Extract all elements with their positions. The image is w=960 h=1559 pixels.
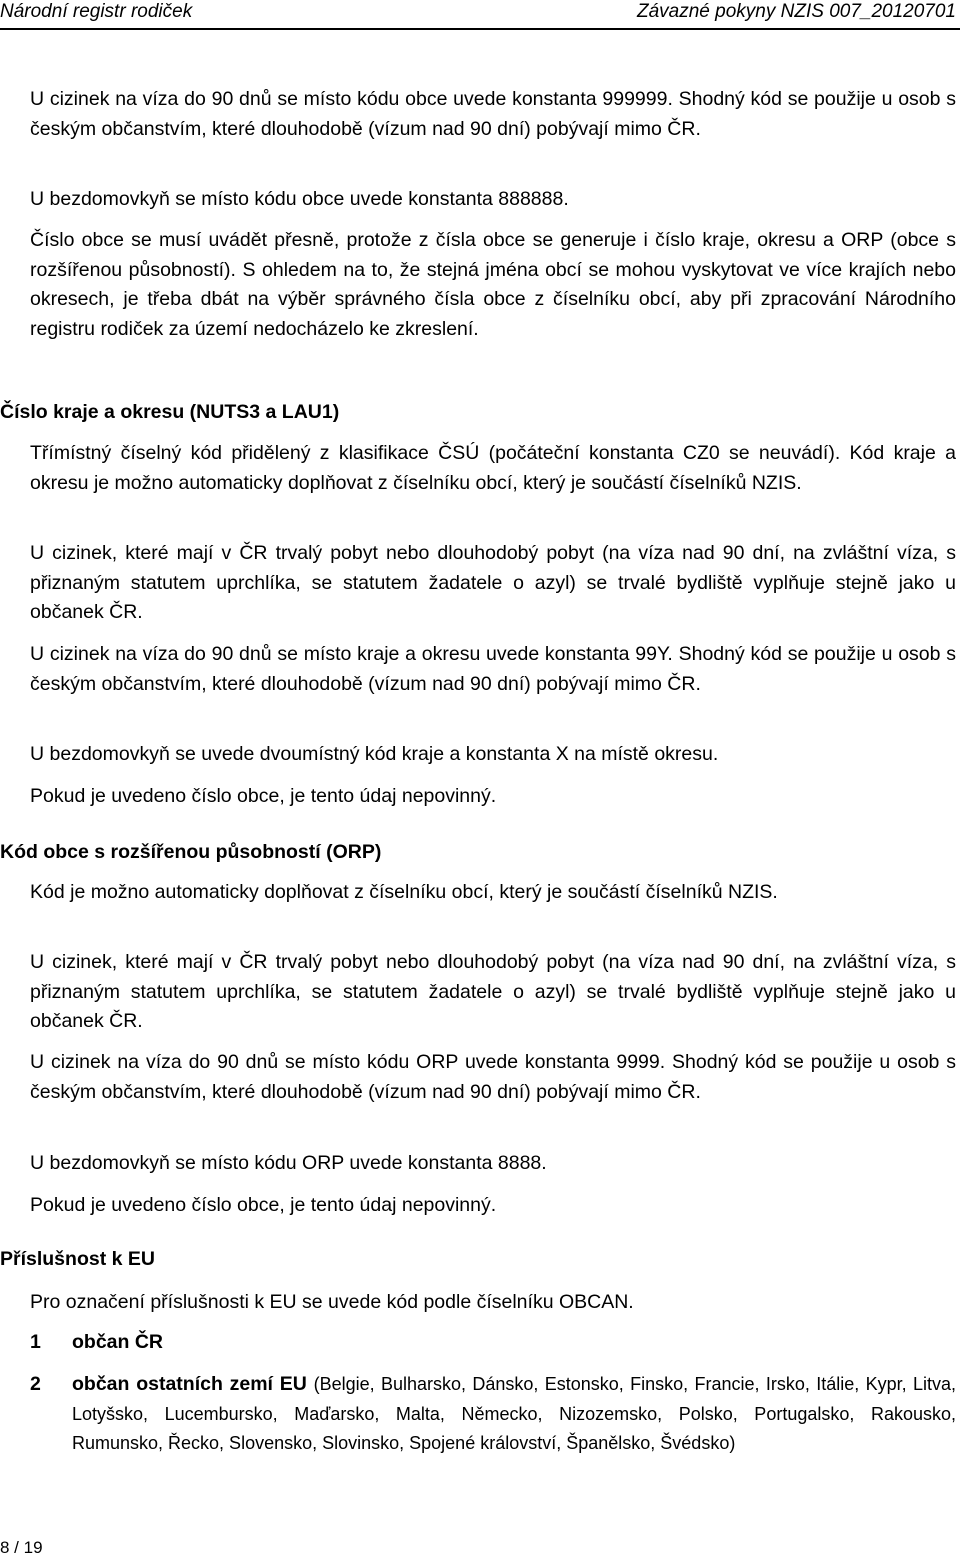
list-item-body: [72, 1370, 956, 1459]
heading-eu: Příslušnost k EU: [0, 1248, 155, 1270]
header-title: Národní registr rodiček: [0, 1, 193, 22]
page-header: [0, 0, 960, 26]
paragraph-orp-residents: U cizinek, které mají v ČR trvalý pobyt nebo dlouhodobý pobyt (na víza nad 90 dní, na zvláštní víza, s přiznaným statutem uprchlíka, se statutem žadatele o azyl) se trvalé bydliště vyplňuje stejně jako u občanek ČR.: [30, 951, 956, 1032]
list-item-label: občan ČR: [72, 1331, 164, 1353]
paragraph-orp-homeless: U bezdomovkyň se místo kódu ORP uvede konstanta 8888.: [30, 1152, 547, 1174]
paragraph-obec-homeless: U bezdomovkyň se místo kódu obce uvede konstanta 888888.: [30, 188, 569, 210]
footer-divider: [0, 1529, 960, 1530]
paragraph-kraj-homeless: U bezdomovkyň se uvede dvoumístný kód kraje a konstanta X na místě okresu.: [30, 743, 719, 765]
paragraph-kraj-optional: Pokud je uvedeno číslo obce, je tento údaj nepovinný.: [30, 785, 497, 807]
list-item-number: 2: [30, 1373, 41, 1395]
paragraph-obec-foreigners: U cizinek na víza do 90 dnů se místo kódu obce uvede konstanta 999999. Shodný kód se použije u osob s českým občanstvím, které dlouhodobě (vízum nad 90 dní) pobývají mimo ČR.: [30, 88, 956, 140]
paragraph-kraj-residents: U cizinek, které mají v ČR trvalý pobyt nebo dlouhodobý pobyt (na víza nad 90 dní, na zvláštní víza, s přiznaným statutem uprchlíka, se statutem žadatele o azyl) se trvalé bydliště vyplňuje stejně jako u občanek ČR.: [30, 542, 956, 623]
paragraph-kraj-definition: Třímístný číselný kód přidělený z klasifikace ČSÚ (počáteční konstanta CZ0 se neuvádí). Kód kraje a okresu je možno automaticky doplňovat z číselníku obcí, který je součástí číselníků NZIS.: [30, 442, 956, 494]
paragraph-orp-foreigners: U cizinek na víza do 90 dnů se místo kódu ORP uvede konstanta 9999. Shodný kód se použije u osob s českým občanstvím, které dlouhodobě (vízum nad 90 dní) pobývají mimo ČR.: [30, 1051, 956, 1103]
header-divider: [0, 28, 960, 30]
paragraph-obec-accuracy: Číslo obce se musí uvádět přesně, protože z čísla obce se generuje i číslo kraje, okresu a ORP (obce s rozšířenou působností). S ohledem na to, že stejná jména obcí se mohou vyskytovat ve více krajích nebo okresech, je třeba dbát na výběr správného čísla obce z číselníku obcí, aby při zpracování Národního registru rodiček za území nedocházelo ke zkreslení.: [30, 229, 956, 340]
list-item-country-list: (Belgie, Bulharsko, Dánsko, Estonsko, Finsko, Francie, Irsko, Itálie, Kypr, Litva, Lotyšsko, Lucembursko, Maďarsko, Malta, Německo, Nizozemsko, Polsko, Portugalsko, Rakousko, Rumunsko, Řecko, Slovensko, Slovinsko, Spojené království, Španělsko, Švédsko): [72, 1374, 956, 1453]
page-number: 8 / 19: [0, 1538, 43, 1557]
heading-kraj-okres: Číslo kraje a okresu (NUTS3 a LAU1): [0, 401, 340, 423]
header-document-id: Závazné pokyny NZIS 007_20120701: [637, 1, 956, 22]
list-item-number: 1: [30, 1331, 41, 1353]
heading-orp: Kód obce s rozšířenou působností (ORP): [0, 841, 382, 863]
paragraph-kraj-foreigners: U cizinek na víza do 90 dnů se místo kraje a okresu uvede konstanta 99Y. Shodný kód se použije u osob s českým občanstvím, které dlouhodobě (vízum nad 90 dní) pobývají mimo ČR.: [30, 643, 956, 695]
paragraph-orp-definition: Kód je možno automaticky doplňovat z číselníku obcí, který je součástí číselníků NZIS.: [30, 881, 778, 903]
list-item-label: občan ostatních zemí EU: [72, 1373, 307, 1395]
list-item-body: [72, 1328, 956, 1358]
paragraph-eu-intro: Pro označení příslušnosti k EU se uvede kód podle číselníku OBCAN.: [30, 1291, 634, 1313]
paragraph-orp-optional: Pokud je uvedeno číslo obce, je tento údaj nepovinný.: [30, 1194, 497, 1216]
